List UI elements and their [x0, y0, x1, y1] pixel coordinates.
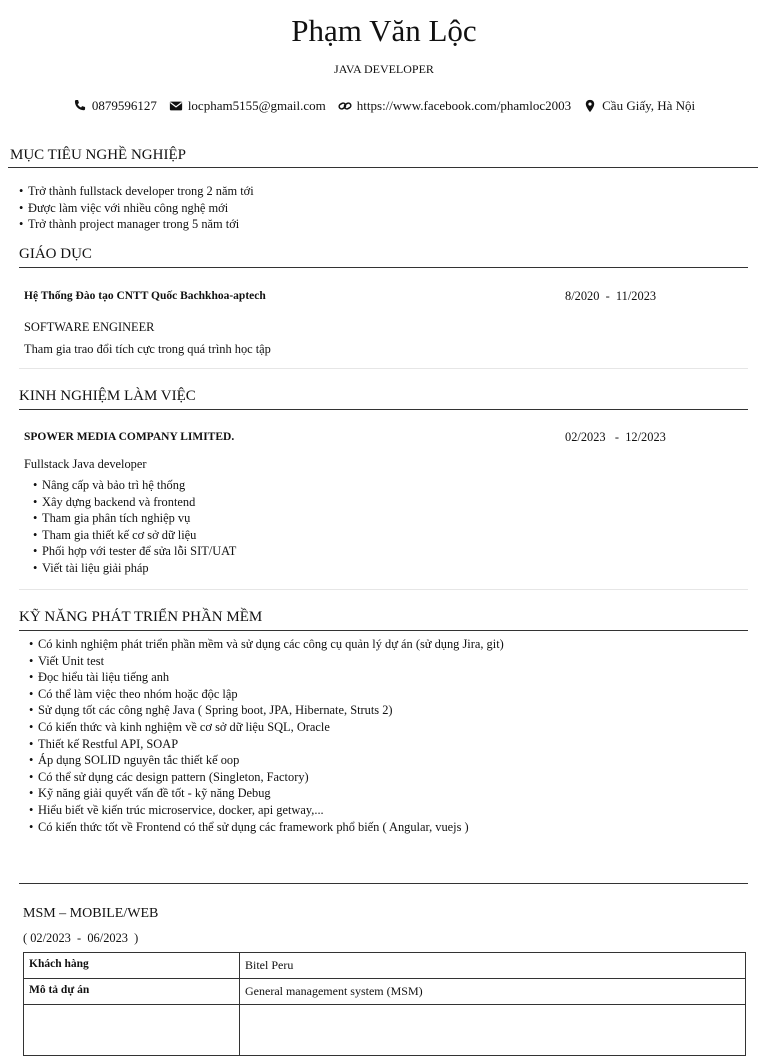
objective-list [19, 183, 254, 233]
list-item: • Nâng cấp và bảo trì hệ thống [33, 477, 236, 494]
experience-end-divider [19, 589, 748, 590]
list-item: • Kỹ năng giải quyết vấn đề tốt - kỹ năng Debug [29, 785, 504, 802]
list-item: • Có thể sử dụng các design pattern (Singleton, Factory) [29, 769, 504, 786]
table-value [240, 1005, 746, 1056]
education-heading: GIÁO DỤC [19, 246, 92, 262]
table-row [24, 979, 746, 1005]
link-icon [338, 99, 352, 113]
objective-heading: MỤC TIÊU NGHỀ NGHIỆP [10, 147, 186, 163]
table-value: General management system (MSM) [240, 979, 746, 1005]
education-dates: 8/2020 - 11/2023 [565, 289, 657, 303]
project-dates: ( 02/2023 - 06/2023 ) [23, 931, 139, 945]
project-title: MSM – MOBILE/WEB [23, 906, 159, 921]
list-item: • Xây dựng backend và frontend [33, 494, 236, 511]
skills-list [29, 636, 504, 835]
objective-divider [8, 167, 758, 168]
table-key [24, 1005, 240, 1056]
list-item: • Có kiến thức và kinh nghiệm về cơ sở dữ liệu SQL, Oracle [29, 719, 504, 736]
table-key: Khách hàng [24, 953, 240, 979]
list-item: • Áp dụng SOLID nguyên tắc thiết kế oop [29, 752, 504, 769]
list-item: • Có kiến thức tốt về Frontend có thể sử dụng các framework phổ biến ( Angular, vuejs ) [29, 819, 504, 836]
list-item: • Tham gia thiết kế cơ sở dữ liệu [33, 527, 236, 544]
skills-divider [19, 630, 748, 631]
phone-icon [73, 99, 87, 113]
experience-list [33, 477, 236, 577]
list-item: • Trở thành project manager trong 5 năm tới [19, 216, 254, 233]
email-address[interactable]: locpham5155@gmail.com [187, 98, 326, 113]
map-pin-icon [583, 99, 597, 113]
education-school: Hệ Thống Đào tạo CNTT Quốc Bachkhoa-aptech [24, 290, 266, 302]
skills-heading: KỸ NĂNG PHÁT TRIỂN PHẦN MỀM [19, 609, 263, 625]
contact-phone [73, 97, 157, 115]
location-text: Cầu Giấy, Hà Nội [602, 98, 696, 113]
table-row [24, 1005, 746, 1056]
experience-company: SPOWER MEDIA COMPANY LIMITED. [24, 431, 235, 443]
experience-position: Fullstack Java developer [24, 457, 147, 471]
list-item: • Sử dụng tốt các công nghệ Java ( Spring boot, JPA, Hibernate, Struts 2) [29, 702, 504, 719]
phone-number: 0879596127 [91, 98, 157, 113]
project-table [23, 952, 746, 1056]
list-item: • Đọc hiểu tài liệu tiếng anh [29, 669, 504, 686]
experience-dates: 02/2023 - 12/2023 [565, 430, 666, 444]
education-description: Tham gia trao đổi tích cực trong quá trình học tập [24, 342, 271, 356]
project-divider [19, 883, 748, 884]
experience-divider [19, 409, 748, 410]
list-item: • Tham gia phân tích nghiệp vụ [33, 510, 236, 527]
list-item: • Có thể làm việc theo nhóm hoặc độc lập [29, 686, 504, 703]
contact-facebook [338, 97, 571, 115]
candidate-name: Phạm Văn Lộc [291, 13, 477, 48]
facebook-link[interactable]: https://www.facebook.com/phamloc2003 [356, 98, 572, 113]
contact-bar [0, 97, 768, 115]
experience-heading: KINH NGHIỆM LÀM VIỆC [19, 388, 196, 404]
list-item: • Viết tài liệu giải pháp [33, 560, 236, 577]
list-item: • Hiểu biết về kiến trúc microservice, docker, api getway,... [29, 802, 504, 819]
job-title: JAVA DEVELOPER [334, 62, 434, 76]
list-item: • Viết Unit test [29, 653, 504, 670]
education-divider [19, 267, 748, 268]
table-value: Bitel Peru [240, 953, 746, 979]
envelope-icon [169, 99, 183, 113]
list-item: • Trở thành fullstack developer trong 2 năm tới [19, 183, 254, 200]
list-item: • Có kinh nghiệm phát triển phần mềm và sử dụng các công cụ quản lý dự án (sử dụng Jira, git) [29, 636, 504, 653]
list-item: • Phối hợp với tester để sửa lỗi SIT/UAT [33, 543, 236, 560]
contact-location [583, 97, 695, 115]
table-key: Mô tả dự án [24, 979, 240, 1005]
education-degree: SOFTWARE ENGINEER [24, 320, 155, 334]
list-item: • Thiết kế Restful API, SOAP [29, 736, 504, 753]
education-end-divider [19, 368, 748, 369]
list-item: • Được làm việc với nhiều công nghệ mới [19, 200, 254, 217]
table-row [24, 953, 746, 979]
contact-email [169, 97, 326, 115]
